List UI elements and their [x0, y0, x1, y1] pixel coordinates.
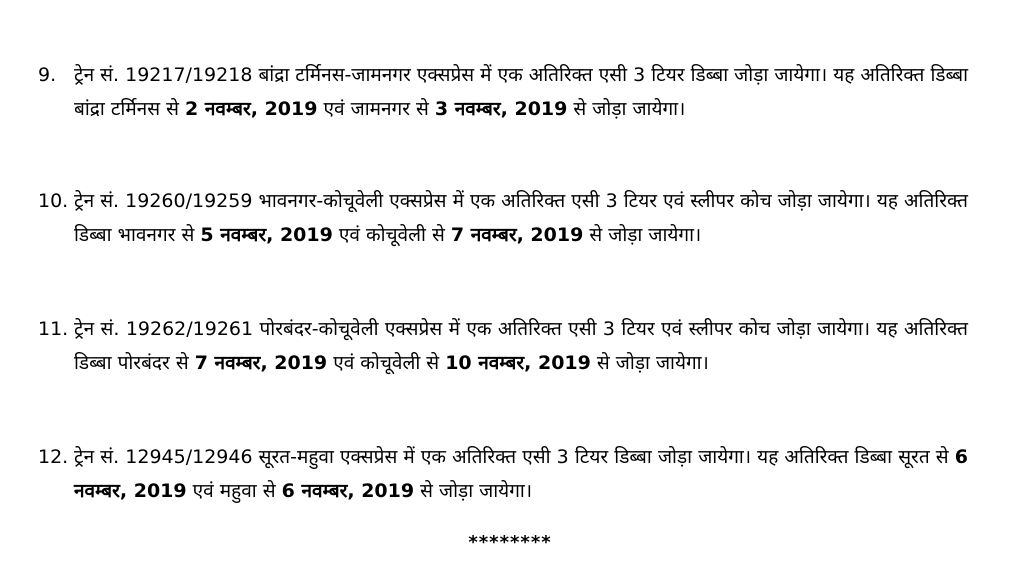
item-text-part: से जोड़ा जायेगा।	[567, 98, 686, 120]
list-item-9	[38, 58, 968, 126]
item-number: 9.	[38, 64, 57, 86]
item-text-part: से जोड़ा जायेगा।	[414, 480, 533, 502]
start-date: 5 नवम्बर, 2019	[200, 224, 333, 246]
item-text	[74, 58, 968, 126]
item-text-part: ट्रेन सं. 12945/12946 सूरत-महुवा एक्सप्रेस में एक अतिरिक्त एसी 3 टियर डिब्बा जोड़ा जायेगा। यह अतिरिक्त डिब्बा सूरत से	[74, 446, 955, 468]
list-item-11	[38, 312, 968, 380]
item-text-part: ट्रेन सं. 19217/19218 बांद्रा टर्मिनस-जामनगर एक्सप्रेस में एक अतिरिक्त एसी 3 टियर डिब्बा जोड़ा जायेगा। यह अतिरिक्त डिब्बा बांद्रा टर्मिनस से	[74, 64, 968, 120]
item-text-part: ट्रेन सं. 19260/19259 भावनगर-कोचूवेली एक्सप्रेस में एक अतिरिक्त एसी 3 टियर एवं स्लीपर कोच जोड़ा जायेगा। यह अतिरिक्त डिब्बा भावनगर से	[74, 190, 968, 246]
start-date: 7 नवम्बर, 2019	[194, 352, 328, 374]
item-text	[74, 440, 968, 508]
start-date: 6 नवम्बर, 2019	[74, 446, 968, 502]
item-text-part: ट्रेन सं. 19262/19261 पोरबंदर-कोचूवेली एक्सप्रेस में एक अतिरिक्त एसी 3 टियर एवं स्लीपर कोच जोड़ा जायेगा। यह अतिरिक्त डिब्बा पोरबंदर से	[74, 318, 968, 374]
item-text-part: एवं कोचूवेली से	[332, 224, 451, 246]
item-text	[74, 312, 968, 380]
item-text	[74, 184, 968, 252]
return-date: 3 नवम्बर, 2019	[434, 98, 568, 120]
list-item-10	[38, 184, 968, 252]
return-date: 7 नवम्बर, 2019	[450, 224, 584, 246]
item-text-part: एवं जामनगर से	[317, 98, 435, 120]
item-number: 10.	[38, 190, 69, 212]
item-text-part: एवं महुवा से	[186, 480, 282, 502]
end-marker: ********	[468, 532, 552, 553]
return-date: 10 नवम्बर, 2019	[445, 352, 591, 374]
item-number: 11.	[38, 318, 69, 340]
item-number: 12.	[38, 446, 69, 468]
item-text-part: से जोड़ा जायेगा।	[583, 224, 702, 246]
item-text-part: एवं कोचूवेली से	[327, 352, 446, 374]
list-item-12	[38, 440, 968, 508]
return-date: 6 नवम्बर, 2019	[281, 480, 415, 502]
item-text-part: से जोड़ा जायेगा।	[590, 352, 709, 374]
start-date: 2 नवम्बर, 2019	[185, 98, 318, 120]
